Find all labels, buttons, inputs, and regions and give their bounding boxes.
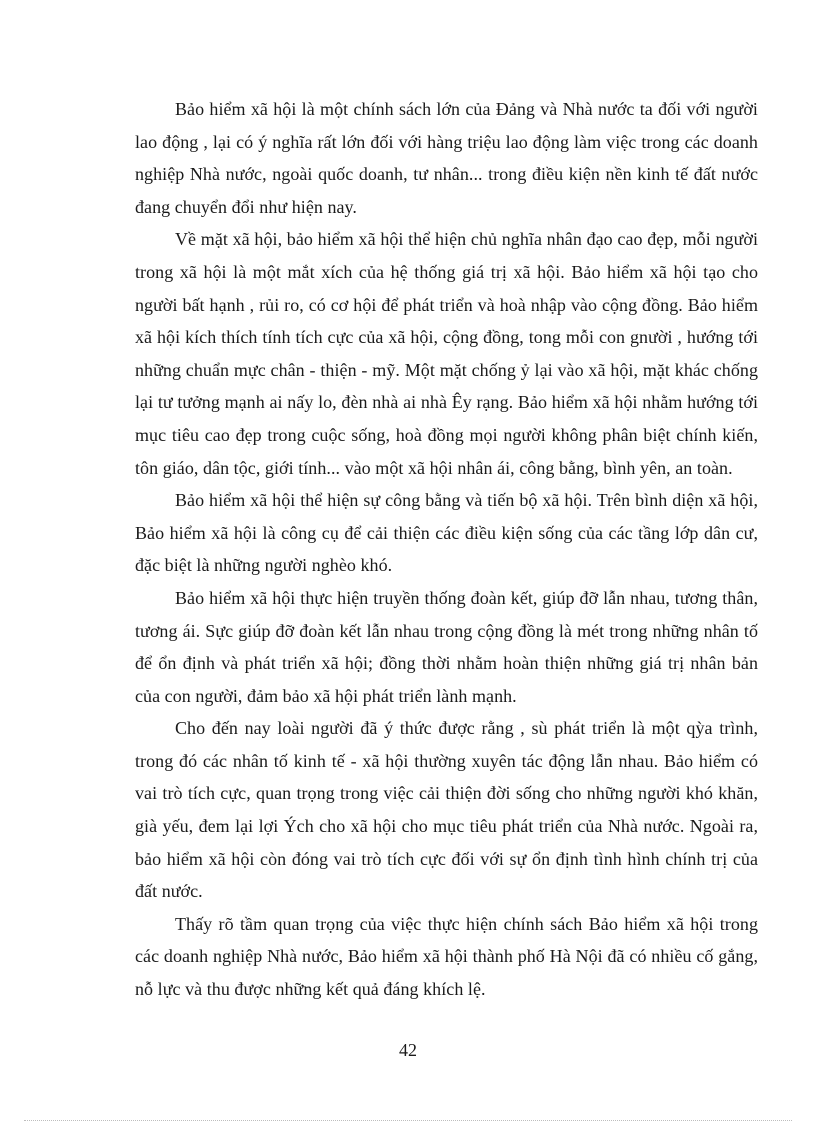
paragraph-3: Bảo hiểm xã hội thể hiện sự công bằng và tiến bộ xã hội. Trên bình diện xã hội, Bảo hiểm xã hội là công cụ để cải thiện các điều kiện sống của các tầng lớp dân cư, đặc biệt là những người nghèo khó. <box>135 490 758 576</box>
page-bottom-divider <box>24 1120 792 1121</box>
paragraph-6: Thấy rõ tầm quan trọng của việc thực hiện chính sách Bảo hiểm xã hội trong các doanh nghiệp Nhà nước, Bảo hiểm xã hội thành phố Hà Nội đã có nhiều cố gắng, nỗ lực và thu được những kết quả đáng khích lệ. <box>135 913 758 1000</box>
paragraph-4: Bảo hiểm xã hội thực hiện truyền thống đoàn kết, giúp đỡ lẫn nhau, tương thân, tương ái. Sực giúp đỡ đoàn kết lẫn nhau trong cộng đồng là mét trong những nhân tố để ổn định và phát triển xã hội; đồng thời nhằm hoàn thiện những giá trị nhân bản của con người, đảm bảo xã hội phát triển lành mạnh. <box>135 587 758 706</box>
body-text <box>135 93 758 1006</box>
page-number: 42 <box>399 1040 417 1060</box>
paragraph-1: Bảo hiểm xã hội là một chính sách lớn của Đảng và Nhà nước ta đối với người lao động , lại có ý nghĩa rất lớn đối với hàng triệu lao động làm việc trong các doanh nghiệp Nhà nước, ngoài quốc doanh, tư nhân... trong điều kiện nền kinh tế đất nước đang chuyển đổi như hiện nay. <box>135 99 758 217</box>
paragraph-5: Cho đến nay loài người đã ý thức được rằng , sù phát triển là một qỳa trình, trong đó các nhân tố kinh tế - xã hội thường xuyên tác động lẫn nhau. Bảo hiểm có vai trò tích cực, quan trọng trong việc cải thiện đời sống cho những người khó khăn, già yếu, đem lại lợi Ých cho xã hội cho mục tiêu phát triển của Nhà nước. Ngoài ra, bảo hiểm xã hội còn đóng vai trò tích cực đối với sự ổn định tình hình chính trị của đất nước. <box>135 718 758 902</box>
paragraph-2: Về mặt xã hội, bảo hiểm xã hội thể hiện chủ nghĩa nhân đạo cao đẹp, mỗi người trong xã hội là một mắt xích của hệ thống giá trị xã hội. Bảo hiểm xã hội tạo cho người bất hạnh , rủi ro, có cơ hội để phát triển và hoà nhập vào cộng đồng. Bảo hiểm xã hội kích thích tính tích cực của xã hội, cộng đồng, tong mỗi con gnười , hướng tới những chuẩn mực chân - thiện - mỹ. Một mặt chống ỷ lại vào xã hội, mặt khác chống lại tư tưởng mạnh ai nấy lo, đèn nhà ai nhà Êy rạng. Bảo hiểm xã hội nhằm hướng tới mục tiêu cao đẹp trong cuộc sống, hoà đồng mọi người không phân biệt chính kiến, tôn giáo, dân tộc, giới tính... vào một xã hội nhân ái, công bằng, bình yên, an toàn. <box>135 229 758 478</box>
